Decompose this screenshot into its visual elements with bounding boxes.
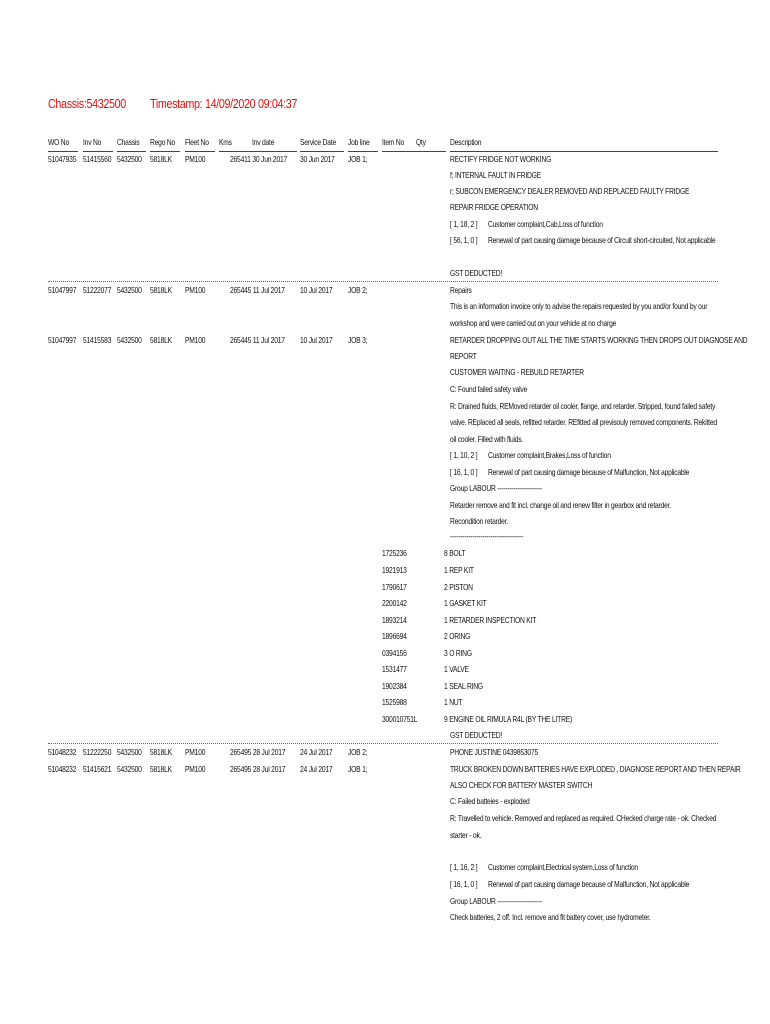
desc-line: Repairs <box>450 286 472 295</box>
header-rule <box>219 151 297 152</box>
desc-line: f; INTERNAL FAULT IN FRIDGE <box>450 171 541 180</box>
desc-line: oil cooler. Filled with fluids. <box>450 435 524 444</box>
desc-line: ALSO CHECK FOR BATTERY MASTER SWITCH <box>450 781 593 790</box>
cell-wo: 51047935 <box>48 155 77 164</box>
cell-kms-date: 265445 11 Jul 2017 <box>230 286 285 295</box>
header-rule <box>48 151 78 152</box>
desc-line: PHONE JUSTINE 0439853075 <box>450 748 539 757</box>
part-desc: 1 GASKET KIT <box>444 599 487 608</box>
desc-line: C: Failed batteies - exploded <box>450 797 530 806</box>
timestamp-title: Timestamp: 14/09/2020 09:04:37 <box>150 97 298 111</box>
part-item-no: 1921913 <box>382 566 407 575</box>
part-desc: 1 SEAL RING <box>444 682 483 691</box>
desc-line: r; SUBCON EMERGENCY DEALER REMOVED AND REPLACED FAULTY FRIDGE <box>450 187 690 196</box>
part-item-no: 1896694 <box>382 632 407 641</box>
part-desc: 9 ENGINE OIL RIMULA R4L (BY THE LITRE) <box>444 715 573 724</box>
cell-inv: 51415560 <box>83 155 112 164</box>
header-rule <box>150 151 180 152</box>
cell-chassis: 5432500 <box>117 286 142 295</box>
part-desc: 1 VALVE <box>444 665 469 674</box>
desc-line: Recondition retarder. <box>450 517 509 526</box>
cell-kms-date: 265495 28 Jul 2017 <box>230 748 286 757</box>
cell-rego: 5818LK <box>150 336 172 345</box>
col-inv-date: Inv date <box>252 138 275 147</box>
col-rego-no: Rego No <box>150 138 176 147</box>
desc-line: ------------------------------------ <box>450 532 524 541</box>
cell-rego: 5818LK <box>150 286 172 295</box>
part-item-no: 1525988 <box>382 698 407 707</box>
header-rule <box>450 151 718 152</box>
cell-job: JOB 1; <box>348 765 368 774</box>
row-separator <box>48 743 718 744</box>
cell-chassis: 5432500 <box>117 765 142 774</box>
cell-service: 10 Jul 2017 <box>300 286 333 295</box>
part-desc: 3 O RING <box>444 649 472 658</box>
desc-line: CUSTOMER WAITING - REBUILD RETARTER <box>450 368 584 377</box>
desc-line: Group LABOUR ---------------------- <box>450 484 543 493</box>
desc-line: TRUCK BROKEN DOWN BATTERIES HAVE EXPLODED , DIAGNOSE REPORT AND THEN REPAIR <box>450 765 741 774</box>
defect-code: [ 56, 1, 0 ] <box>450 236 478 245</box>
col-fleet-no: Fleet No <box>185 138 209 147</box>
col-job-line: Job line <box>348 138 370 147</box>
desc-line: REPAIR FRIDGE OPERATION <box>450 203 538 212</box>
cell-rego: 5818LK <box>150 765 172 774</box>
desc-line: Check batteries, 2 off. Incl. remove and fit battery cover, use hydrometer. <box>450 913 651 922</box>
desc-line: RECTIFY FRIDGE NOT WORKING <box>450 155 552 164</box>
desc-line: R: Drained fluids, REMoved retarder oil cooler, flange, and retarder. Stripped, found failed safety <box>450 402 716 411</box>
cell-service: 30 Jun 2017 <box>300 155 335 164</box>
defect-code: [ 16, 1, 0 ] <box>450 468 478 477</box>
gst-note: GST DEDUCTED! <box>450 731 503 740</box>
defect-text: Customer complaint,Cab,Loss of function <box>488 220 603 229</box>
part-desc: 1 NUT <box>444 698 463 707</box>
defect-text: Customer complaint,Electrical system,Loss of function <box>488 863 638 872</box>
defect-text: Renewal of part causing damage because of Malfunction, Not applicable <box>488 468 690 477</box>
header-rule <box>382 151 446 152</box>
desc-line: R: Travelled to vehicle. Removed and replaced as required. CHecked charge rate - ok. Checked <box>450 814 717 823</box>
part-desc: 1 REP KIT <box>444 566 474 575</box>
cell-job: JOB 1; <box>348 155 368 164</box>
cell-job: JOB 2; <box>348 748 368 757</box>
header-rule <box>83 151 113 152</box>
defect-code: [ 1, 18, 2 ] <box>450 220 478 229</box>
cell-kms-date: 265445 11 Jul 2017 <box>230 336 285 345</box>
col-kms: Kms <box>219 138 232 147</box>
part-item-no: 1893214 <box>382 616 407 625</box>
col-inv-no: Inv No <box>83 138 102 147</box>
desc-line: C: Found failed safety valve <box>450 385 528 394</box>
header-rule <box>117 151 146 152</box>
cell-service: 24 Jul 2017 <box>300 748 333 757</box>
cell-service: 24 Jul 2017 <box>300 765 333 774</box>
part-item-no: 1725236 <box>382 549 407 558</box>
part-item-no: 300010751L <box>382 715 418 724</box>
cell-wo: 51048232 <box>48 765 77 774</box>
cell-inv: 51415621 <box>83 765 112 774</box>
part-item-no: 1790617 <box>382 583 407 592</box>
col-item-no: Item No <box>382 138 405 147</box>
part-item-no: 1531477 <box>382 665 407 674</box>
cell-job: JOB 3; <box>348 336 368 345</box>
cell-fleet: PM100 <box>185 765 206 774</box>
part-item-no: 2200142 <box>382 599 407 608</box>
cell-wo: 51048232 <box>48 748 77 757</box>
header-rule <box>300 151 344 152</box>
cell-inv: 51222077 <box>83 286 112 295</box>
header-rule <box>348 151 378 152</box>
col-wo-no: WO No <box>48 138 69 147</box>
col-qty: Qty <box>416 138 426 147</box>
cell-inv: 51415583 <box>83 336 112 345</box>
desc-line: This is an information invoice only to advise the repairs requested by you and/or found by our <box>450 302 708 311</box>
cell-fleet: PM100 <box>185 286 206 295</box>
cell-fleet: PM100 <box>185 155 206 164</box>
cell-wo: 51047997 <box>48 336 77 345</box>
desc-line: Group LABOUR ---------------------- <box>450 897 543 906</box>
row-separator <box>48 281 718 282</box>
cell-fleet: PM100 <box>185 336 206 345</box>
defect-text: Customer complaint,Brakes,Loss of function <box>488 451 611 460</box>
part-desc: 2 PISTON <box>444 583 473 592</box>
col-chassis: Chassis <box>117 138 140 147</box>
part-item-no: 1902384 <box>382 682 407 691</box>
chassis-title: Chassis:5432500 <box>48 97 126 111</box>
cell-kms-date: 265495 28 Jul 2017 <box>230 765 286 774</box>
defect-code: [ 16, 1, 0 ] <box>450 880 478 889</box>
gst-note: GST DEDUCTED! <box>450 269 503 278</box>
cell-chassis: 5432500 <box>117 748 142 757</box>
desc-line: valve. REplaced all seals, refitted retarder. REfitted all previsouly removed components. Rekitted <box>450 418 717 427</box>
cell-fleet: PM100 <box>185 748 206 757</box>
header-rule <box>185 151 215 152</box>
defect-text: Renewal of part causing damage because of Circuit short-circuited, Not applicable <box>488 236 716 245</box>
part-desc: 8 BOLT <box>444 549 466 558</box>
desc-line: Retarder remove and fit incl. change oil and renew filter in gearbox and retarder. <box>450 501 671 510</box>
cell-wo: 51047997 <box>48 286 77 295</box>
cell-job: JOB 2; <box>348 286 368 295</box>
part-desc: 1 RETARDER INSPECTION KIT <box>444 616 537 625</box>
cell-inv: 51222250 <box>83 748 112 757</box>
desc-line: RETARDER DROPPING OUT ALL THE TIME STARTS WORKING THEN DROPS OUT DIAGNOSE AND <box>450 336 748 345</box>
col-service-date: Service Date <box>300 138 336 147</box>
cell-service: 10 Jul 2017 <box>300 336 333 345</box>
col-description: Description <box>450 138 482 147</box>
desc-line: workshop and were carried out on your vehicle at no charge <box>450 319 617 328</box>
cell-rego: 5818LK <box>150 155 172 164</box>
defect-code: [ 1, 16, 2 ] <box>450 863 478 872</box>
cell-chassis: 5432500 <box>117 155 142 164</box>
desc-line: starter - ok. <box>450 831 482 840</box>
cell-rego: 5818LK <box>150 748 172 757</box>
cell-kms-date: 265411 30 Jun 2017 <box>230 155 288 164</box>
cell-chassis: 5432500 <box>117 336 142 345</box>
part-item-no: 0394156 <box>382 649 407 658</box>
defect-text: Renewal of part causing damage because of Malfunction, Not applicable <box>488 880 690 889</box>
part-desc: 2 ORING <box>444 632 471 641</box>
desc-line: REPORT <box>450 352 477 361</box>
defect-code: [ 1, 10, 2 ] <box>450 451 478 460</box>
